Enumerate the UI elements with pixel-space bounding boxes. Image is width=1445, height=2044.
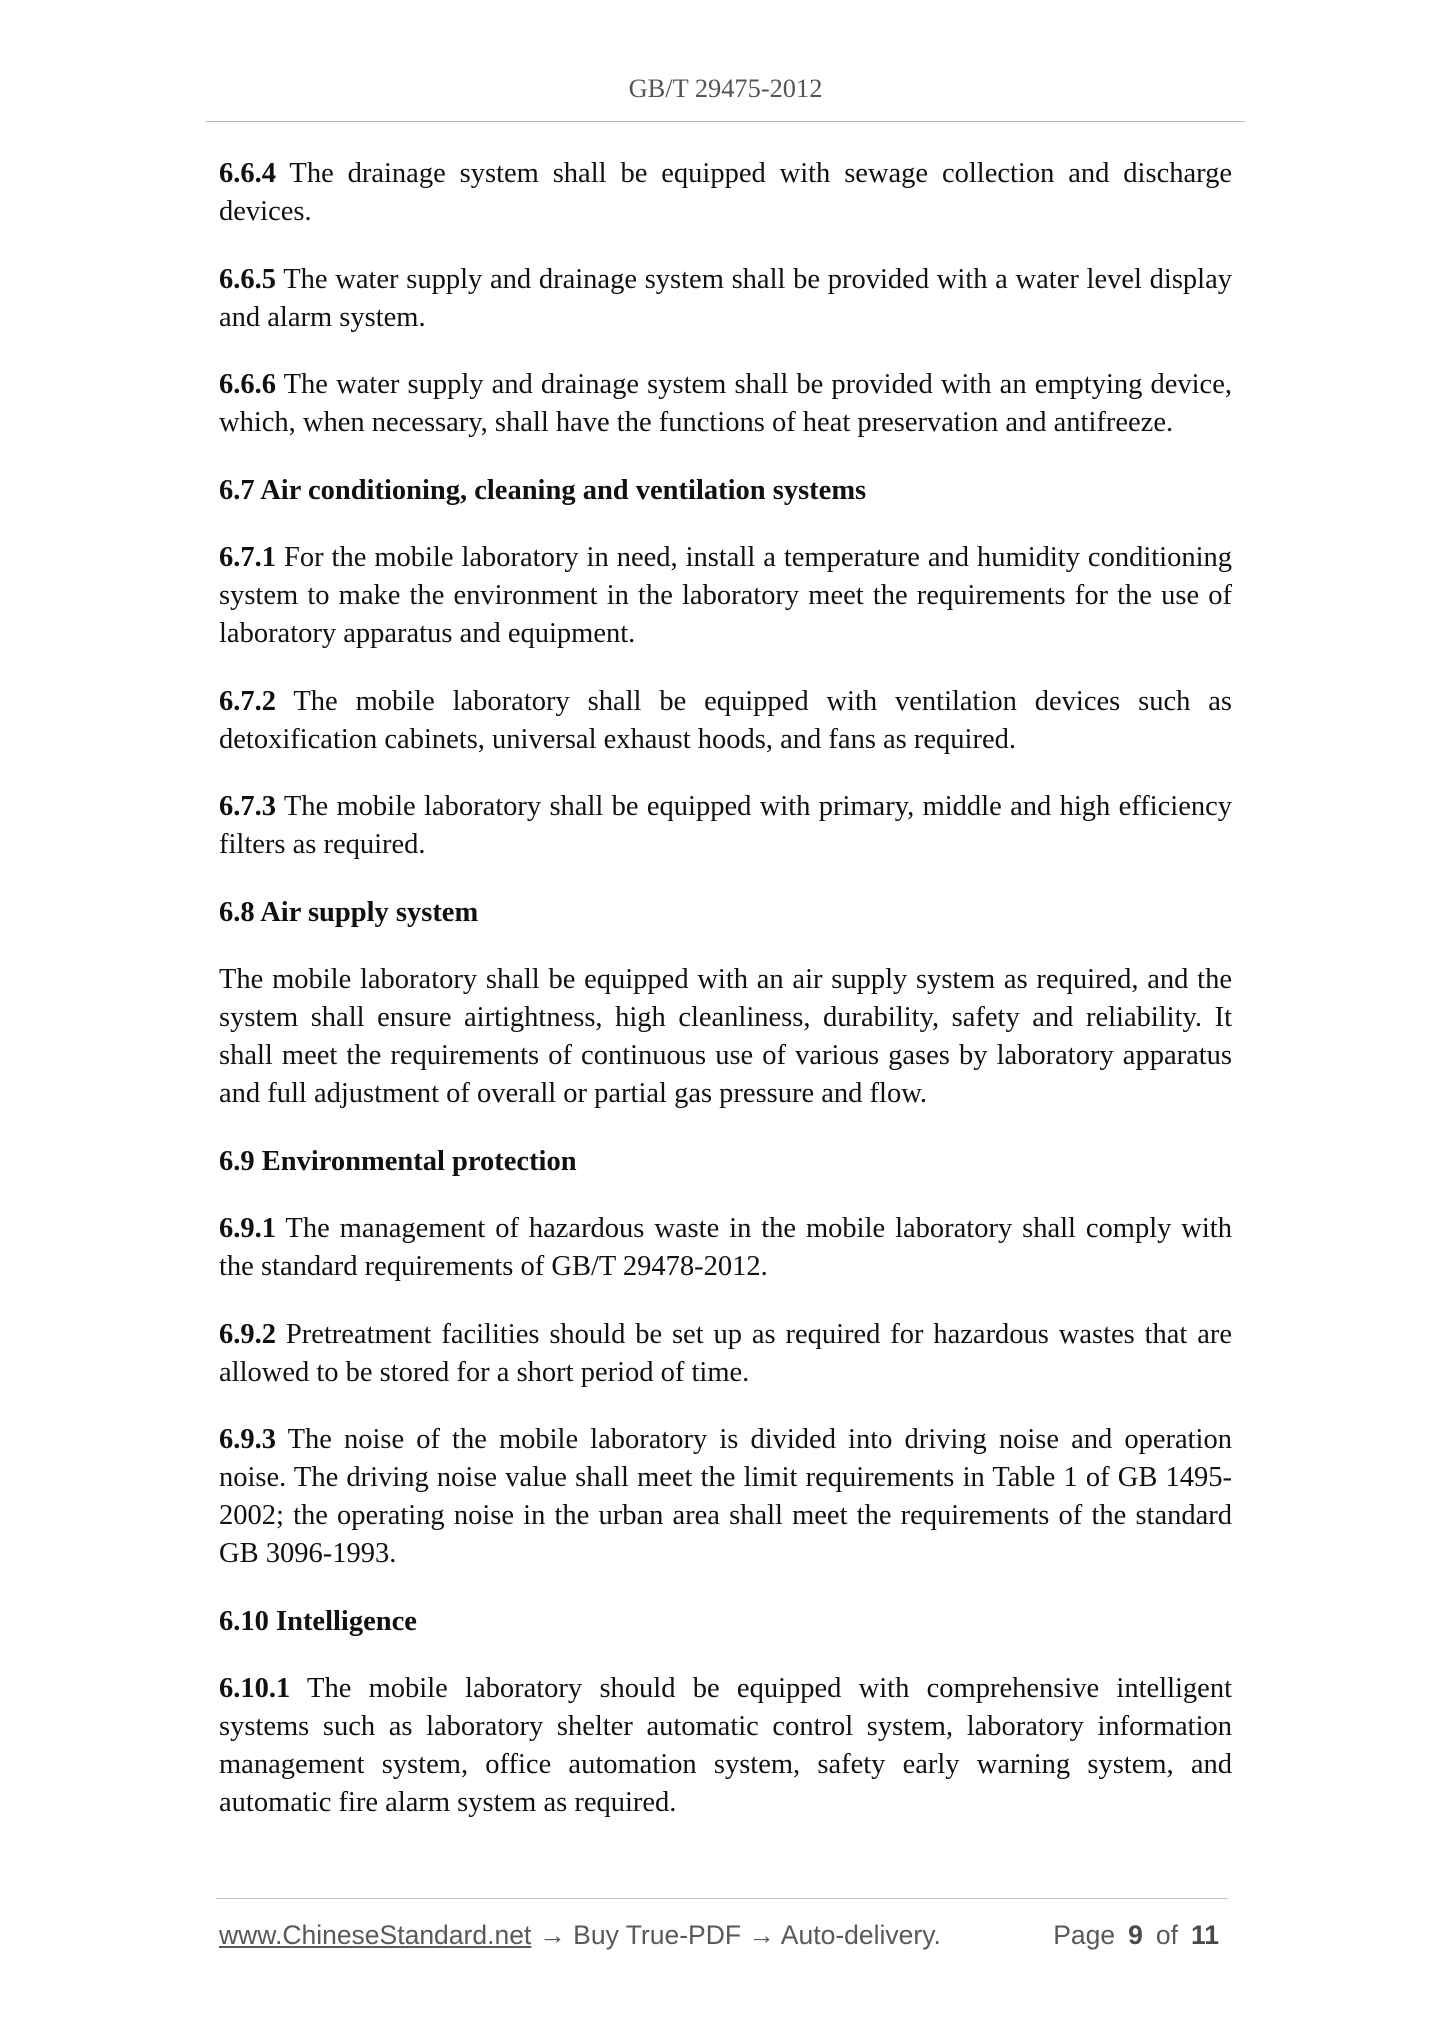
- clause-line: 2002; the operating noise in the urban area shall meet the requirements of the standard: [219, 1500, 1232, 1531]
- clause-line: GB 3096-1993.: [219, 1538, 397, 1569]
- clause-line: noise. The driving noise value shall meet the limit requirements in Table 1 of GB 1495-: [219, 1462, 1232, 1493]
- clause-text: For the mobile laboratory in need, install a temperature and humidity conditioning: [283, 542, 1232, 573]
- section-title: Air conditioning, cleaning and ventilation systems: [260, 474, 867, 506]
- clause-line: [219, 1316, 1232, 1354]
- section-number: 6.9: [219, 1145, 255, 1177]
- clause-line: systems such as laboratory shelter automatic control system, laboratory information: [219, 1711, 1232, 1742]
- clause-line: [219, 539, 1232, 577]
- section-title: Environmental protection: [261, 1145, 577, 1177]
- clause-text: The noise of the mobile laboratory is divided into driving noise and operation: [287, 1424, 1232, 1455]
- footer-tagline: → Buy True-PDF → Auto-delivery.: [539, 1920, 941, 1950]
- clause-line: laboratory apparatus and equipment.: [219, 618, 636, 649]
- clause-line: [219, 1210, 1232, 1248]
- clause-line: [219, 1421, 1232, 1459]
- section-heading-6-8: [219, 894, 1232, 932]
- clause-line: system to make the environment in the laboratory meet the requirements for the use of: [219, 580, 1232, 611]
- section-number: 6.10: [219, 1605, 269, 1637]
- clause-line: the standard requirements of GB/T 29478-2012.: [219, 1251, 768, 1282]
- clause-text: The management of hazardous waste in the mobile laboratory shall comply with: [285, 1213, 1232, 1244]
- clause-number: 6.6.5: [219, 263, 276, 295]
- air-supply-paragraph: [219, 961, 1232, 1113]
- page-total: 11: [1190, 1920, 1219, 1950]
- clause-line: detoxification cabinets, universal exhaust hoods, and fans as required.: [219, 723, 1016, 755]
- page-number: 9: [1128, 1920, 1143, 1950]
- clause-text: The mobile laboratory shall be equipped with primary, middle and high efficiency: [283, 791, 1232, 822]
- section-title: Air supply system: [260, 896, 479, 928]
- clause-line: [219, 261, 1232, 299]
- paragraph-line: system shall ensure airtightness, high cleanliness, durability, safety and reliability. It: [219, 1002, 1232, 1033]
- section-number: 6.8: [219, 896, 255, 928]
- clause-6-7-1: [219, 539, 1232, 653]
- page-of-label: of: [1155, 1920, 1178, 1950]
- clause-6-9-1: [219, 1210, 1232, 1286]
- clause-6-6-4: [219, 155, 1232, 231]
- clause-6-6-5: [219, 261, 1232, 337]
- document-body: [219, 155, 1232, 1852]
- clause-text: The water supply and drainage system shall be provided with a water level display: [283, 263, 1232, 295]
- clause-text: The mobile laboratory should be equipped with comprehensive intelligent: [307, 1673, 1232, 1704]
- paragraph-line: and full adjustment of overall or partial gas pressure and flow.: [219, 1078, 928, 1109]
- clause-text: The water supply and drainage system shall be provided with an emptying device,: [283, 369, 1232, 400]
- clause-6-6-6: [219, 366, 1232, 442]
- page-footer: [219, 1919, 1219, 1951]
- page-label: Page: [1053, 1920, 1116, 1950]
- clause-6-7-2: [219, 683, 1232, 759]
- clause-line: which, when necessary, shall have the functions of heat preservation and antifreeze.: [219, 407, 1174, 438]
- clause-number: 6.7.1: [219, 542, 276, 573]
- page-indicator: [1053, 1919, 1219, 1951]
- section-heading-6-7: [219, 472, 1232, 510]
- clause-line: [219, 155, 1232, 193]
- clause-number: 6.6.4: [219, 158, 276, 189]
- heading-line: [219, 1143, 1232, 1181]
- heading-line: [219, 472, 1232, 510]
- clause-line: management system, office automation system, safety early warning system, and: [219, 1749, 1232, 1780]
- clause-number: 6.7.2: [219, 685, 276, 717]
- clause-line: devices.: [219, 196, 312, 227]
- clause-number: 6.7.3: [219, 791, 276, 822]
- heading-line: [219, 1603, 1232, 1641]
- paragraph-line: shall meet the requirements of continuous use of various gases by laboratory apparatus: [219, 1040, 1232, 1071]
- clause-text: The drainage system shall be equipped with sewage collection and discharge: [289, 158, 1232, 189]
- clause-line: automatic fire alarm system as required.: [219, 1787, 677, 1818]
- clause-number: 6.9.3: [219, 1424, 276, 1455]
- clause-line: [219, 788, 1232, 826]
- clause-line: and alarm system.: [219, 301, 426, 333]
- clause-line: [219, 366, 1232, 404]
- header-rule: [206, 121, 1245, 122]
- website-link[interactable]: www.ChineseStandard.net: [219, 1920, 532, 1950]
- clause-6-9-3: [219, 1421, 1232, 1573]
- clause-number: 6.10.1: [219, 1673, 291, 1704]
- heading-line: [219, 894, 1232, 932]
- clause-number: 6.9.1: [219, 1213, 276, 1244]
- section-heading-6-9: [219, 1143, 1232, 1181]
- clause-text: Pretreatment facilities should be set up as required for hazardous wastes that are: [285, 1318, 1232, 1350]
- clause-line: filters as required.: [219, 829, 426, 860]
- paragraph-line: The mobile laboratory shall be equipped with an air supply system as required, and the: [219, 964, 1232, 995]
- clause-text: The mobile laboratory shall be equipped with ventilation devices such as: [293, 685, 1232, 717]
- section-heading-6-10: [219, 1603, 1232, 1641]
- clause-number: 6.6.6: [219, 369, 276, 400]
- clause-line: allowed to be stored for a short period of time.: [219, 1356, 750, 1388]
- footer-rule: [216, 1898, 1228, 1899]
- clause-line: [219, 1670, 1232, 1708]
- section-number: 6.7: [219, 474, 255, 506]
- section-title: Intelligence: [276, 1605, 417, 1637]
- running-header: GB/T 29475-2012: [628, 73, 823, 103]
- clause-6-9-2: [219, 1316, 1232, 1392]
- clause-6-10-1: [219, 1670, 1232, 1822]
- clause-line: [219, 683, 1232, 721]
- clause-number: 6.9.2: [219, 1318, 276, 1350]
- clause-6-7-3: [219, 788, 1232, 864]
